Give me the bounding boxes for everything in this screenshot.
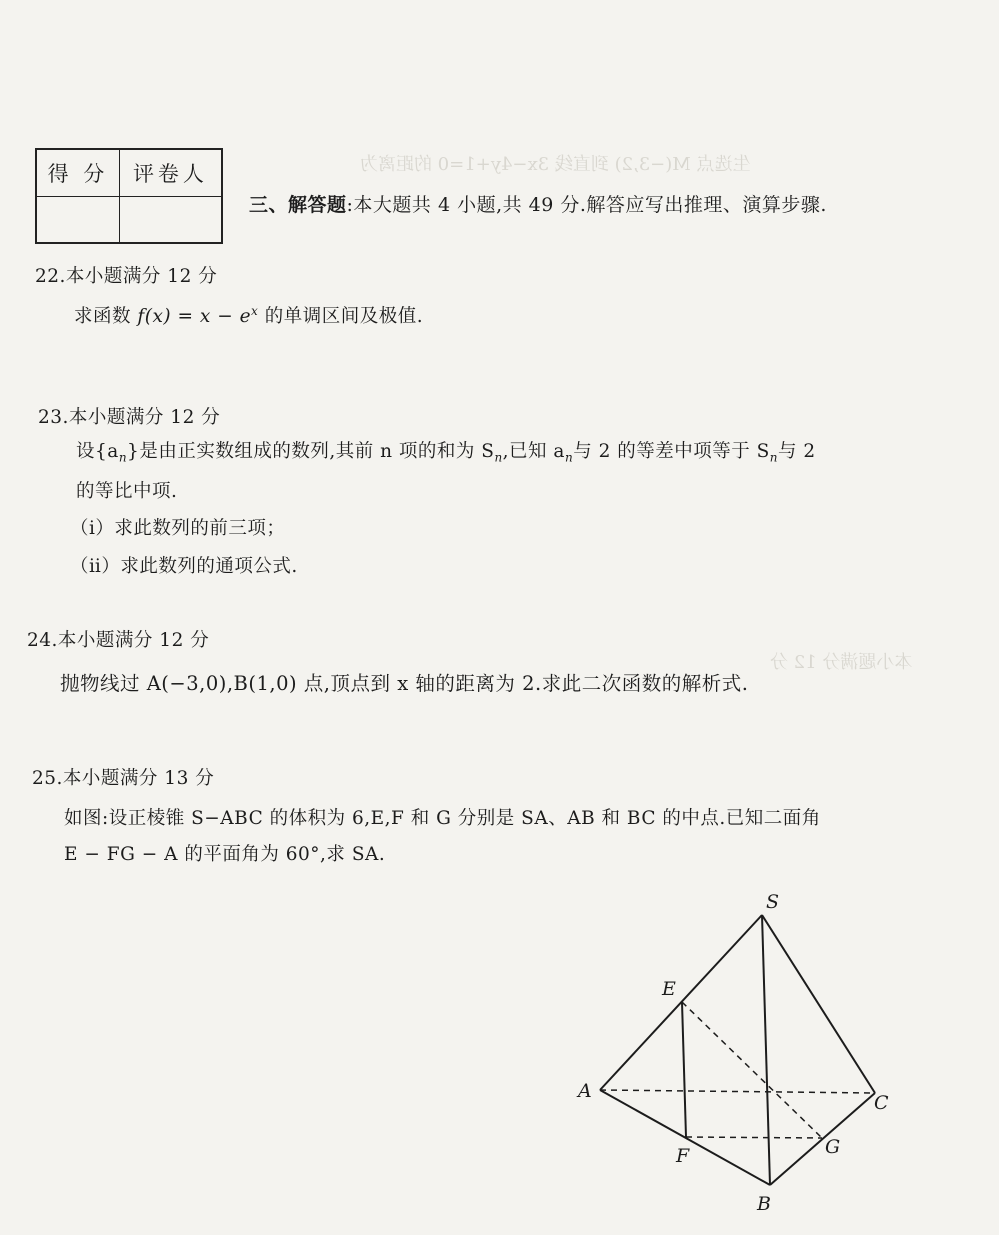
q22-exponent: x [251,303,259,318]
q23-part2: （ⅱ）求此数列的通项公式. [70,556,298,577]
q22-function: f(x) = x − e [137,306,252,327]
section-heading [249,190,827,217]
q24-heading: 24.本小题满分 12 分 [27,630,210,651]
q22-body [74,302,423,328]
q23-sub: n [118,450,128,465]
q23-text-d: 与 2 的等差中项等于 S [573,441,770,462]
label-E: E [662,978,676,1000]
q25-line2: E − FG − A 的平面角为 60°,求 SA. [64,844,386,865]
hidden-edge-AC [600,1090,875,1093]
label-A: A [578,1080,592,1102]
q23-line1 [76,437,816,465]
q23-sub: n [494,450,503,465]
q25-heading: 25.本小题满分 13 分 [32,768,215,789]
score-header: 得 分 [36,149,119,197]
q25-line1: 如图:设正棱锥 S−ABC 的体积为 6,E,F 和 G 分别是 SA、AB 和 BC 的中点.已知二面角 [64,808,821,829]
q23-heading: 23.本小题满分 12 分 [38,407,221,428]
q24-body: 抛物线过 A(−3,0),B(1,0) 点,顶点到 x 轴的距离为 2.求此二次函数的解析式. [60,672,749,695]
label-G: G [825,1136,841,1158]
label-B: B [757,1193,771,1215]
q23-text-b: }是由正实数组成的数列,其前 n 项的和为 S [127,441,495,462]
q22-suffix: 的单调区间及极值. [264,306,424,327]
q23-line2: 的等比中项. [76,481,178,502]
bleed-through-text: 本小题满分 12 分 [770,652,913,673]
bleed-through-text: 生选点 M(−3,2) 到直线 3x−4y+1=0 的距离为 [360,154,751,175]
edge-AB [600,1090,770,1185]
score-cell [36,197,119,244]
q23-sub: n [769,450,779,465]
edge-SC [762,915,875,1093]
label-S: S [766,891,780,913]
label-C: C [874,1092,889,1114]
score-table [35,148,223,244]
q23-sub: n [564,450,574,465]
grader-header: 评卷人 [119,149,222,197]
edge-SB [762,915,770,1185]
q22-prefix: 求函数 [74,306,132,327]
label-F: F [676,1145,690,1167]
q23-part1: （ⅰ）求此数列的前三项； [70,518,286,539]
q23-text-e: 与 2 [778,441,816,462]
q22-heading: 22.本小题满分 12 分 [35,266,218,287]
q23-text-c: ,已知 a [502,441,565,462]
hidden-segment-FG [686,1137,822,1138]
section-title: 三、解答题 [249,194,347,216]
edge-SA [600,915,762,1090]
edge-BC [770,1093,875,1185]
hidden-segment-EG [682,1002,822,1138]
section-description: :本大题共 4 小题,共 49 分.解答应写出推理、演算步骤. [346,194,827,216]
grader-cell [119,197,222,244]
q23-seq-open: 设{a [76,441,119,462]
segment-EF [682,1002,686,1137]
